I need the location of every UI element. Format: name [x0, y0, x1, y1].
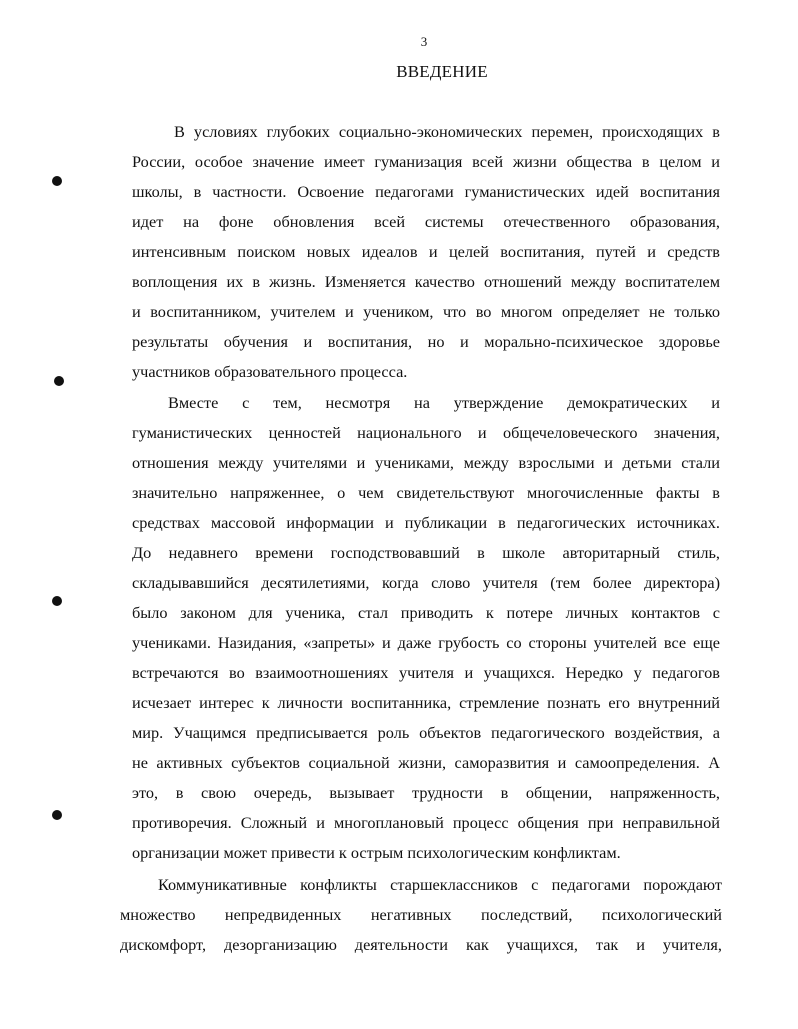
text-line: В условиях глубоких социально-экономических перемен, происходящих в [174, 122, 720, 141]
page-title: ВВЕДЕНИЕ [396, 62, 488, 81]
margin-dot-mark [52, 810, 62, 820]
text-line: множество непредвиденных негативных последствий, психологический [120, 905, 722, 924]
paragraph-3 [120, 870, 722, 960]
text-line: Коммуникативные конфликты старшеклассников с педагогами порождают [158, 875, 722, 894]
margin-dot-mark [52, 596, 62, 606]
paragraph-2 [132, 388, 720, 868]
text-line: воплощения их в жизнь. Изменяется качество отношений между воспитателем [132, 272, 720, 291]
text-line: не активных субъектов социальной жизни, саморазвития и самоопределения. А [132, 753, 720, 772]
text-line: Вместе с тем, несмотря на утверждение демократических и [168, 393, 720, 412]
text-line: встречаются во взаимоотношениях учителя и учащихся. Нередко у педагогов [132, 663, 720, 682]
margin-dot-mark [54, 376, 64, 386]
text-line: результаты обучения и воспитания, но и морально-психическое здоровье [132, 332, 720, 351]
page-number: 3 [420, 34, 428, 49]
text-line: дискомфорт, дезорганизацию деятельности как учащихся, так и учителя, [120, 935, 722, 954]
text-line: идет на фоне обновления всей системы отечественного образования, [132, 212, 720, 231]
text-line: складывавшийся десятилетиями, когда слово учителя (тем более директора) [132, 573, 720, 592]
margin-dot-mark [52, 176, 62, 186]
text-line: школы, в частности. Освоение педагогами гуманистических идей воспитания [132, 182, 720, 201]
text-line: отношения между учителями и учениками, между взрослыми и детьми стали [132, 453, 720, 472]
text-line: До недавнего времени господствовавший в школе авторитарный стиль, [132, 543, 720, 562]
text-line: гуманистических ценностей национального и общечеловеческого значения, [132, 423, 720, 442]
text-line: организации может привести к острым психологическим конфликтам. [132, 843, 621, 862]
text-line: средствах массовой информации и публикации в педагогических источниках. [132, 513, 720, 532]
text-line: интенсивным поиском новых идеалов и целей воспитания, путей и средств [132, 242, 720, 261]
text-line: и воспитанником, учителем и учеником, что во многом определяет не только [132, 302, 720, 321]
text-line: исчезает интерес к личности воспитанника, стремление познать его внутренний [132, 693, 720, 712]
text-line: учениками. Назидания, «запреты» и даже грубость со стороны учителей все еще [132, 633, 720, 652]
paragraph-1 [132, 117, 720, 387]
text-line: значительно напряженнее, о чем свидетельствуют многочисленные факты в [132, 483, 720, 502]
text-line: противоречия. Сложный и многоплановый процесс общения при неправильной [132, 813, 720, 832]
text-line: участников образовательного процесса. [132, 362, 408, 381]
text-line: было законом для ученика, стал приводить к потере личных контактов с [132, 603, 720, 622]
text-line: мир. Учащимся предписывается роль объектов педагогического воздействия, а [132, 723, 720, 742]
text-line: России, особое значение имеет гуманизация всей жизни общества в целом и [132, 152, 720, 171]
text-line: это, в свою очередь, вызывает трудности в общении, напряженность, [132, 783, 720, 802]
